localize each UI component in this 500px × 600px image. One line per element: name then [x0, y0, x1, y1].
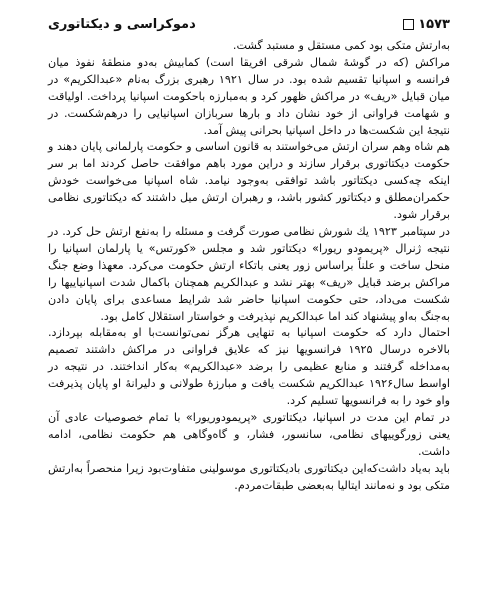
page-number: ۱۵۷۳ — [418, 16, 450, 32]
paragraph: در سپتامبر ۱۹۲۳ یك شورش نظامی صورت گرفت و مسئله را به‌نفع ارتش حل کرد. در نتیجه ژنرال «پریمودو ریورا» دیکتاتور شد و مجلس «کورتس» یا پارلمان اسپانیا را منحل ساخت و علناً براساس زور یعنی باتکاء ارتش حکومت می‌کرد. معهذا وضع جنگ مراکش برضد قبایل «ریف» بهتر نشد و عبدالکریم همچنان باکمال شدت اسپانیاییها را شکست می‌داد، حتی حکومت اسپانیا حاضر شد شرایط مساعدی برای پایان دادن به‌جنگ به‌او پیشنهاد کند اما عبدالکریم نپذیرفت و خواستار استقلال کامل بود. — [48, 224, 450, 323]
paragraph: هم شاه وهم سران ارتش می‌خواستند به قانون اساسی و حکومت پارلمانی پایان دهند و حکومت دیکتاتوری برقرار سازند و دراین مورد باهم موافقت حاصل کردند اما بر سر اینکه چه‌کسی دیکتاتور باشد توافقی به‌وجود نیامد. شاه اسپانیا می‌خواست خودش حکمران‌مطلق و دیکتاتور کشور باشد، و رهبران ارتش میل داشتند که دیکتاتوری نظامی برقرار شود. — [48, 140, 450, 222]
paragraph: باید به‌یاد داشت‌که‌این دیکتاتوری بادیکتاتوری موسولینی متفاوت‌بود زیرا منحصراً به‌ارتش متکی بود و نه‌مانند ایتالیا به‌بعضی طبقات‌مردم. — [48, 461, 450, 492]
square-ornament-icon — [403, 19, 414, 30]
running-title: دموکراسی و دیکتاتوری — [48, 16, 196, 32]
paragraph: در تمام این مدت در اسپانیا، دیکتاتوری «پریمودوریورا» با تمام خصوصیات عادی آن یعنی زورگوییهای نظامی، سانسور، فشار، و گاه‌وگاهی هم حکومت نظامی، ادامه داشت. — [48, 410, 450, 458]
folio — [403, 17, 450, 32]
body-text — [48, 38, 450, 494]
paragraph: مراکش (که در گوشهٔ شمال شرقی افریقا است) کمابیش به‌دو منطقهٔ نفوذ میان فرانسه و اسپانیا تقسیم شده بود. در سال ۱۹۲۱ رهبری بزرگ به‌نام «عبدالکریم» در میان قبایل «ریف» در مراکش ظهور کرد و به‌مبارزه باحکومت اسپانیا پرداخت. اولیاقت و شهامت فراوانی از خود نشان داد و بارها سربازان اسپانیایی را درهم‌شکست. در نتیجهٔ این شکست‌ها در داخل اسپانیا بحرانی پیش آمد. — [48, 55, 451, 137]
paragraph: احتمال دارد که حکومت اسپانیا به تنهایی هرگز نمی‌توانست‌با او به‌مقابله بپردازد. بالاخره درسال ۱۹۲۵ فرانسویها نیز که علایق فراوانی در مراکش داشتند تصمیم به‌مداخله گرفتند و منابع عظیمی را برضد «عبدالکریم» به‌کار انداختند. در نتیجه در اواسط سال‌۱۹۲۶ عبدالکریم شکست یافت و مبارزهٔ طولانی و دلیرانهٔ او پایان پذیرفت واو خود را به فرانسویها تسلیم کرد. — [48, 326, 450, 408]
paragraph: به‌ارتش متکی بود کمی مستقل و مستبد گشت. — [232, 39, 450, 52]
running-header — [48, 14, 450, 34]
